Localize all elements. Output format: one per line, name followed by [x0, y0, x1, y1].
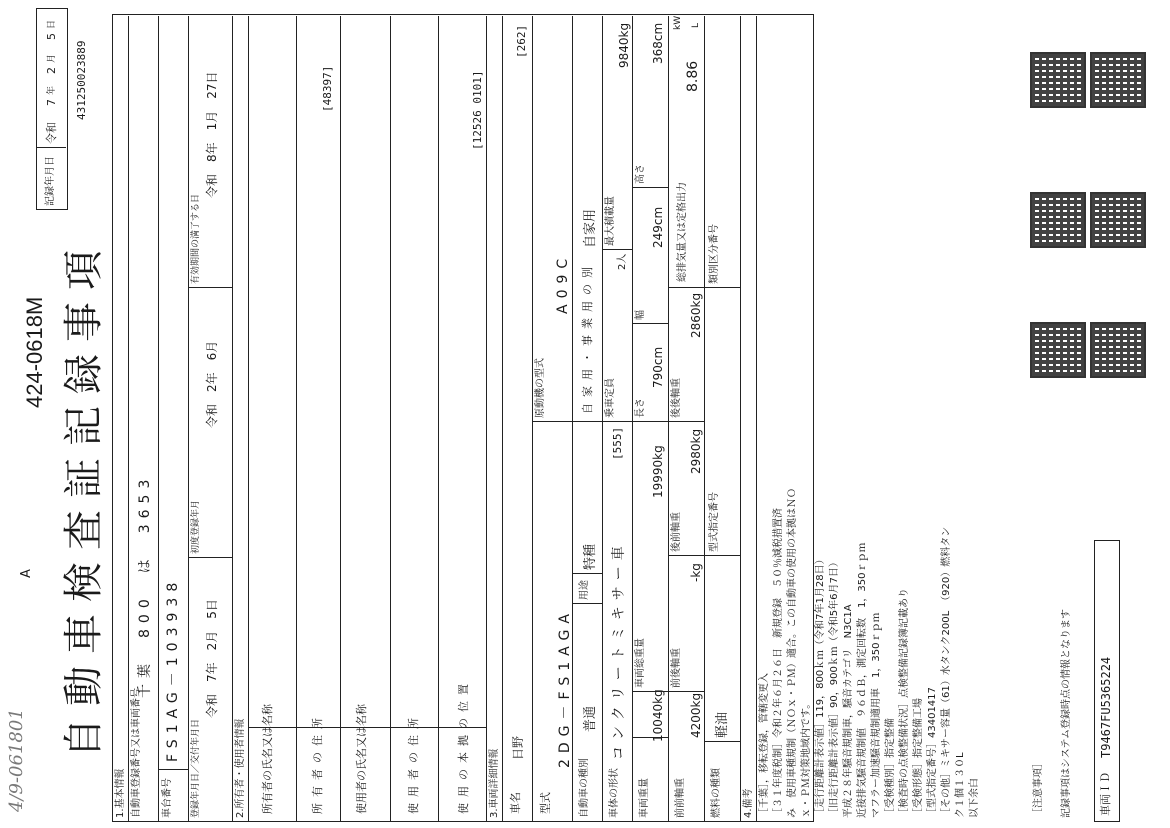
height: 368cm [651, 22, 665, 64]
base-code: [12526 0101] [471, 70, 484, 150]
vehicle-weight: 10040kg [651, 689, 665, 742]
expiry-date: 令和 8年 1月 27日 [205, 71, 219, 198]
width-label: 幅 [635, 310, 646, 320]
first-reg-label: 初度登録年月 [191, 499, 201, 554]
fuel-label: 燃料の種類 [711, 768, 722, 818]
displacement-unit: L [691, 22, 701, 28]
capacity: 2人 [617, 253, 628, 270]
remark-line: ク１個１３０L [955, 752, 966, 818]
user-address-label: 使用者の住所 [407, 712, 420, 814]
rf-axle-label: 後前軸重 [671, 512, 682, 552]
registration-number: 千葉 800 は 3653 [137, 473, 153, 698]
type-no-label: 型式指定番号 [709, 492, 720, 552]
kind-label: 自動車の種別 [579, 758, 590, 818]
record-date-era: 令和 [45, 122, 58, 144]
remark-line: ［受検形態］指定整備工場 [913, 698, 924, 818]
displacement-unit-kw: kW [673, 15, 683, 30]
use-label: 用途 [579, 580, 590, 600]
engine-label: 原動機の型式 [535, 358, 546, 418]
capacity-label: 乗車定員 [605, 378, 616, 418]
use: 特種 [583, 543, 598, 570]
reg-date-label: 登録年月日／交付年月日 [191, 718, 201, 818]
owner-address-label: 所有者の住所 [311, 712, 324, 814]
remark-line: 近接排気騒音規制値 ９６ｄＢ，測定回転数 1，350ｒｐｍ [857, 542, 868, 818]
engine-model: A09C [555, 252, 571, 314]
maker-code: [262] [515, 24, 528, 58]
length-label: 長さ [635, 398, 646, 418]
remark-line: ［千葉］，移転登録，管轄変更入 [759, 673, 770, 818]
ff-axle-label: 前前軸重 [675, 778, 686, 818]
shape-label: 車体の形状 [609, 768, 620, 818]
owner-name-label: 所有者の氏名又は名称 [261, 704, 274, 814]
ff-axle-weight: 4200kg [689, 692, 703, 738]
maker: 日野 [511, 735, 525, 760]
qr-code [1090, 52, 1146, 108]
section2-label: 2.所有者・使用者情報 [235, 718, 246, 818]
handwritten-note: 4/9-061801 [6, 708, 27, 812]
record-date-month: 2 [45, 67, 58, 74]
notes-label: ［注意事項］ [1033, 758, 1044, 818]
remark-line: ［３１年度税制］令和２年６月２６日 新規登録 ５０％減税措置済 [773, 508, 784, 818]
remark-line: ［旧走行距離計表示値］90，900ｋｍ（令和5年6月7日） [829, 557, 840, 818]
fuel-type: 軽油 [715, 711, 730, 738]
chassis-label: 車台番号 [162, 778, 173, 818]
record-date-label: 記録年月日 [45, 156, 56, 206]
base-location-label: 使用の本拠の位置 [457, 678, 470, 814]
rr-axle-label: 後後軸重 [671, 378, 682, 418]
record-date-day: 5 [45, 33, 58, 40]
qr-code [1090, 192, 1146, 248]
document-title: 自動車検査証記録事項 [61, 238, 107, 758]
class-no-label: 類別区分番号 [709, 224, 720, 284]
expiry-label: 有効期間の満了する日 [191, 193, 201, 284]
rf-axle-weight: 2980kg [689, 428, 703, 474]
gross-weight: 19990kg [651, 445, 665, 498]
section1-label: 1.基本情報 [115, 768, 126, 818]
chassis-number: FS1AG－103938 [165, 576, 181, 762]
rr-axle-weight: 2860kg [689, 292, 703, 338]
purpose: 自家用 [583, 208, 598, 248]
shape-code: [555] [611, 426, 624, 460]
remark-line: 平成２８年騒音規制車，騒音カテゴリ N3C1A [843, 604, 854, 818]
remark-line: ［検査時の点検整備状況］点検整備記録簿記載あり [899, 588, 910, 818]
record-date-month-unit: 月 [47, 53, 57, 63]
qr-code [1030, 192, 1086, 248]
gross-weight-label: 車両総重量 [635, 638, 646, 688]
model-label: 型式 [539, 792, 552, 814]
record-date-day-unit: 日 [47, 19, 57, 29]
displacement-label: 総排気量又は定格出力 [677, 182, 688, 282]
form-letter: A [19, 569, 34, 578]
document-id: 424-0618M [22, 296, 47, 408]
fr-axle-label: 前後軸重 [671, 648, 682, 688]
remark-line: ［走行距離計表示値］119，800ｋｍ（令和7年1月28日） [815, 554, 826, 818]
model: 2DG－FS1AGA [557, 608, 573, 768]
displacement: 8.86 [685, 60, 701, 92]
purpose-label: 自家用・事業用の別 [581, 261, 594, 414]
maker-label: 車名 [509, 792, 522, 814]
record-date-year-unit: 年 [47, 85, 57, 95]
weight-label: 車両重量 [639, 778, 650, 818]
notes-text: 記録事項はシステム登録時点の情報となります [1061, 609, 1072, 818]
section4-label: 4.備考 [743, 788, 754, 818]
owner-code: [48397] [321, 65, 334, 112]
remark-line: ［その他］ミキサー容量（61）水タンク200L （920）燃料タン [941, 526, 952, 818]
reg-no-label: 自動車登録番号又は車両番号 [131, 688, 142, 818]
remark-line: マフラー加速騒音規制適用車 1，350ｒｐｍ [871, 612, 882, 818]
max-load: 9840kg [617, 22, 631, 68]
qr-code [1090, 322, 1146, 378]
vehicle-id: T9467FU5365224 [1099, 656, 1113, 758]
record-date-year: 7 [45, 99, 58, 106]
kind: 普通 [583, 705, 598, 732]
width: 249cm [651, 206, 665, 248]
remark-line: 以下余白 [969, 778, 980, 818]
length: 790cm [651, 346, 665, 388]
remark-line: ［型式指定番号］43401417 [927, 687, 938, 818]
qr-code [1030, 52, 1086, 108]
fr-axle-weight: -kg [689, 563, 703, 582]
registration-date: 令和 7年 2月 5日 [205, 599, 219, 718]
section3-label: 3.車両詳細情報 [489, 748, 500, 818]
qr-code [1030, 322, 1086, 378]
body-shape: コンクリートミキサー車 [611, 540, 627, 760]
first-registration: 令和 2年 6月 [205, 340, 219, 428]
height-label: 高さ [635, 164, 646, 184]
document-number: 431250023889 [75, 40, 88, 120]
user-name-label: 使用者の氏名又は名称 [355, 704, 368, 814]
remark-line: み 使用車種規制（ＮＯｘ・ＰＭ）適合。この自動車の使用の本拠はＮＯ [787, 488, 798, 818]
remark-line: ｘ・ＰＭ対策地域内です。 [801, 698, 812, 818]
remark-line: ［受検種別］指定整備 [885, 718, 896, 818]
max-load-label: 最大積載量 [605, 196, 616, 246]
vehicle-id-label: 車両ＩＤ [1099, 772, 1112, 816]
